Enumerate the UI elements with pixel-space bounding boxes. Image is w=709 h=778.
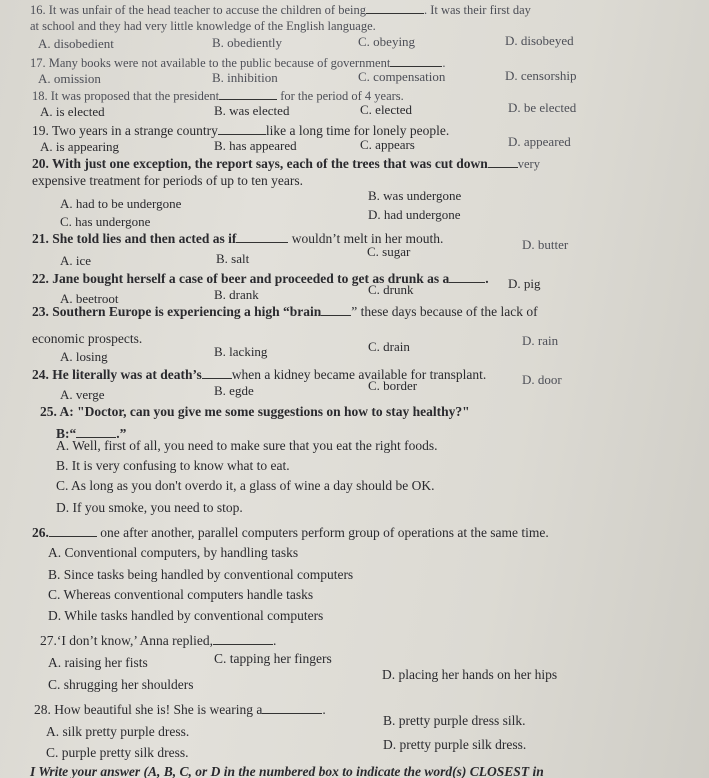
q25-option-b: B. It is very confusing to know what to eat. — [56, 458, 290, 473]
q20-option-c: C. has undergone — [60, 214, 151, 229]
q20-text-a: 20. With just one exception, the report says, each of the trees that was cut down — [32, 156, 488, 171]
q23-option-a: A. losing — [60, 349, 108, 364]
q19-text-b: like a long time for lonely people. — [265, 123, 450, 138]
q26-line — [32, 524, 549, 541]
q27-option-a: A. raising her fists — [48, 655, 148, 670]
q20-line2: expensive treatment for periods of up to ten years. — [32, 173, 304, 188]
q24-text-a: 24. He literally was at death’s — [32, 367, 202, 382]
q18-blank — [219, 87, 277, 100]
q28-option-b: B. pretty purple dress silk. — [383, 713, 526, 728]
q16-option-a: A. disobedient — [38, 36, 114, 51]
q22-line — [32, 270, 489, 287]
q18-line — [32, 87, 404, 104]
q22-blank — [449, 270, 485, 283]
q20-line1 — [32, 155, 540, 172]
q16-option-c: C. obeying — [358, 34, 416, 49]
q18-option-b: B. was elected — [214, 103, 290, 118]
q17-option-c: C. compensation — [358, 69, 446, 84]
q17-option-a: A. omission — [38, 71, 101, 86]
q23-option-d: D. rain — [522, 333, 559, 348]
q21-option-b: B. salt — [216, 251, 250, 266]
q21-option-a: A. ice — [60, 253, 92, 268]
q27-text-b: . — [272, 633, 277, 648]
q18-text-b: for the period of 4 years. — [280, 89, 404, 103]
q22-text-a: 22. Jane bought herself a case of beer and proceeded to get as drunk as a — [32, 271, 450, 286]
q16-line1 — [30, 1, 531, 18]
q21-blank — [236, 230, 288, 243]
q20-option-b: B. was undergone — [368, 188, 462, 203]
q28-text-b: . — [322, 702, 326, 717]
q23-option-b: B. lacking — [214, 344, 268, 359]
q17-text-a: 17. Many books were not available to the public because of government — [30, 56, 391, 70]
q24-text-b: when a kidney became available for transplant. — [231, 367, 487, 382]
q27-option-d: D. placing her hands on her hips — [382, 667, 558, 682]
q18-option-d: D. be elected — [508, 100, 577, 115]
q24-option-a: A. verge — [60, 387, 105, 402]
q26-blank — [49, 524, 97, 537]
q22-option-a: A. beetroot — [60, 291, 119, 306]
q28-text-a: 28. How beautiful she is! She is wearing a — [34, 702, 263, 717]
q21-text-a: 21. She told lies and then acted as if — [32, 231, 237, 246]
q25-blank — [76, 425, 116, 438]
q25-line1: 25. A: "Doctor, can you give me some suggestions on how to stay healthy?" — [40, 404, 470, 419]
q22-option-d: D. pig — [508, 276, 541, 291]
q23-text-a: 23. Southern Europe is experiencing a high “brain — [32, 304, 322, 319]
q18-option-a: A. is elected — [40, 104, 105, 119]
q27-line — [40, 632, 276, 649]
q25-text-b: .” — [116, 426, 127, 441]
q28-option-c: C. purple pretty silk dress. — [46, 745, 189, 760]
section-instruction: I Write your answer (A, B, C, or D in the numbered box to indicate the word(s) CLOSEST in — [30, 764, 544, 778]
q16-text-b: . It was their first day — [423, 3, 531, 17]
q25-option-c: C. As long as you don't overdo it, a glass of wine a day should be OK. — [56, 478, 435, 493]
q24-option-d: D. door — [522, 372, 562, 387]
q21-text-b: wouldn’t melt in her mouth. — [291, 231, 444, 246]
q23-line1 — [32, 303, 538, 320]
q28-line — [34, 701, 326, 718]
q20-option-a: A. had to be undergone — [60, 196, 182, 211]
q25-option-d: D. If you smoke, you need to stop. — [56, 500, 243, 515]
q23-text-b: ” these days because of the lack of — [351, 304, 538, 319]
q23-blank — [321, 303, 351, 316]
q16-option-b: B. obediently — [212, 35, 283, 50]
q28-option-a: A. silk pretty purple dress. — [46, 724, 190, 739]
q21-option-c: C. sugar — [367, 244, 411, 259]
q26-option-a: A. Conventional computers, by handling tasks — [48, 545, 299, 560]
q19-blank — [218, 122, 266, 135]
q25-option-a: A. Well, first of all, you need to make sure that you eat the right foods. — [56, 438, 438, 453]
q26-number: 26. — [32, 525, 49, 540]
q20-text-b: very — [517, 157, 540, 171]
q27-text-a: 27.‘I don’t know,’ Anna replied, — [40, 633, 213, 648]
q28-blank — [262, 701, 322, 714]
q16-option-d: D. disobeyed — [505, 33, 574, 48]
q17-text-b: . — [442, 56, 446, 70]
q24-blank — [202, 366, 232, 379]
q24-line — [32, 366, 486, 383]
q20-option-d: D. had undergone — [368, 207, 461, 222]
q19-option-a: A. is appearing — [40, 139, 120, 154]
q25-text-a: B:“ — [56, 426, 77, 441]
q16-text-a: 16. It was unfair of the head teacher to accuse the children of being — [30, 3, 366, 17]
q17-option-d: D. censorship — [505, 68, 577, 83]
q22-text-b: . — [485, 271, 489, 286]
q22-option-c: C. drunk — [368, 282, 414, 297]
q18-option-c: C. elected — [360, 102, 412, 117]
q16-blank — [366, 1, 424, 14]
q27-option-c: C. tapping her fingers — [214, 651, 332, 666]
q24-option-c: C. border — [368, 378, 418, 393]
q18-text-a: 18. It was proposed that the president — [32, 89, 220, 103]
q26-option-b: B. Since tasks being handled by conventional computers — [48, 567, 354, 582]
q22-option-b: B. drank — [214, 287, 259, 302]
q27-option-b: C. shrugging her shoulders — [48, 677, 194, 692]
q17-blank — [390, 54, 442, 67]
q20-blank — [488, 155, 518, 168]
q21-option-d: D. butter — [522, 237, 569, 252]
q23-line2: economic prospects. — [32, 331, 143, 346]
q24-option-b: B. egde — [214, 383, 254, 398]
q27-blank — [213, 632, 273, 645]
q19-option-d: D. appeared — [508, 134, 571, 149]
q16-line2: at school and they had very little knowledge of the English language. — [30, 19, 376, 33]
q26-text: one after another, parallel computers perform group of operations at the same time. — [100, 525, 549, 540]
q26-option-d: D. While tasks handled by conventional computers — [48, 608, 324, 623]
q28-option-d: D. pretty purple silk dress. — [383, 737, 527, 752]
q23-option-c: C. drain — [368, 339, 410, 354]
q17-option-b: B. inhibition — [212, 70, 278, 85]
q26-option-c: C. Whereas conventional computers handle tasks — [48, 587, 314, 602]
q19-option-b: B. has appeared — [214, 138, 297, 153]
q19-text-a: 19. Two years in a strange country — [32, 123, 218, 138]
q19-option-c: C. appears — [360, 137, 415, 152]
